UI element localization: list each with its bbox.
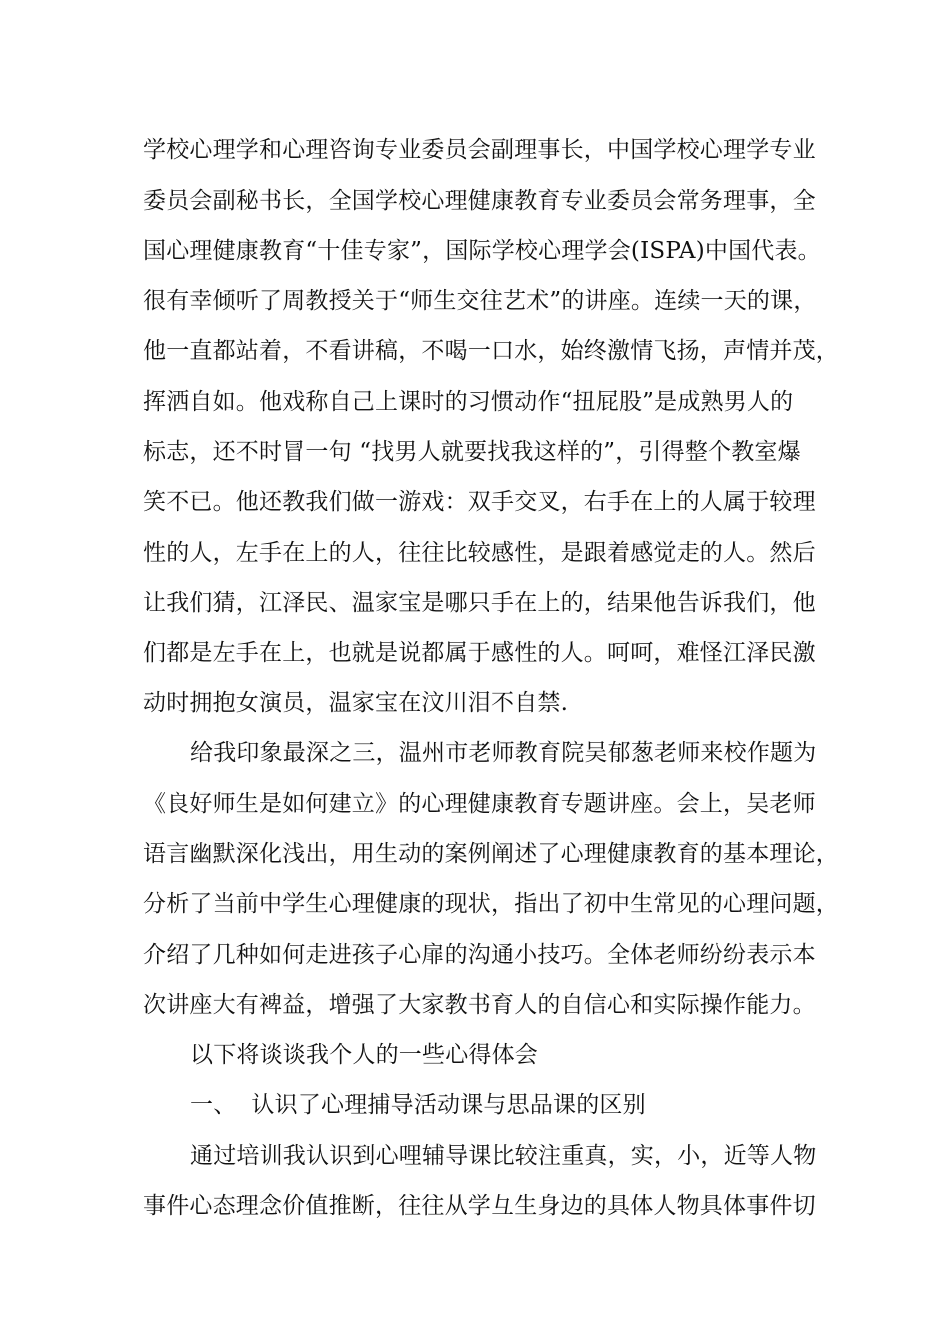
text-line: 挥洒自如。他戏称自己上课时的习惯动作“扭屁股”是成熟男人的 bbox=[143, 389, 794, 415]
text-line: 让我们猜，江泽民、温家宝是哪只手在上的，结果他告诉我们，他 bbox=[143, 590, 816, 616]
text-line: 次讲座大有裨益，增强了大家教书育人的自信心和实际操作能力。 bbox=[143, 992, 816, 1018]
text-line: 语言幽默深化浅出，用生动的案例阐述了心理健康教育的基本理论， bbox=[143, 841, 839, 867]
text-line: 很有幸倾听了周教授关于“师生交往艺术”的讲座。连续一天的课， bbox=[143, 288, 817, 314]
text-line: 他一直都站着，不看讲稿，不喝一口水，始终激情飞扬，声情并茂， bbox=[143, 338, 839, 364]
paragraph-first-line: 给我印象最深之三，温州市老师教育院吴郁葱老师来校作题为 bbox=[190, 740, 817, 766]
text-line: 学校心理学和心理咨询专业委员会副理事长，中国学校心理学专业 bbox=[143, 137, 816, 163]
text-line: 委员会副秘书长，全国学校心理健康教育专业委员会常务理事，全 bbox=[143, 188, 816, 214]
text-line: 笑不已。他还教我们做一游戏：双手交叉，右手在上的人属于较理 bbox=[143, 489, 816, 515]
text-line: 们都是左手在上，也就是说都属于感性的人。呵呵，难怪江泽民激 bbox=[143, 640, 816, 666]
text-line: 标志，还不时冒一句 “找男人就要找我这样的”，引得整个教室爆 bbox=[143, 439, 801, 465]
text-line: 性的人，左手在上的人，往往比较感性，是跟着感觉走的人。然后 bbox=[143, 540, 816, 566]
text-line: 分析了当前中学生心理健康的现状，指出了初中生常见的心理问题， bbox=[143, 891, 839, 917]
text-line: 《良好师生是如何建立》的心理健康教育专题讲座。会上，吴老师 bbox=[143, 791, 816, 817]
text-line: 动时拥抱女演员，温家宝在汶川泪不自禁. bbox=[143, 690, 569, 716]
paragraph-first-line: 以下将谈谈我个人的一些心得体会 bbox=[190, 1042, 538, 1068]
text-line: 事件心态理念价值推断，往往从学彑生身边的具体人物具体事件切 bbox=[143, 1193, 816, 1219]
text-line: 国心理健康教育“十佳专家”，国际学校心理学会(ISPA)中国代表。 bbox=[143, 238, 821, 264]
paragraph-first-line: 通过培训我认识到心哩辅导课比较注重真，实，小，近等人物 bbox=[190, 1143, 817, 1169]
section-heading: 一、 认识了心理捕导活动课与思品课的区别 bbox=[190, 1092, 646, 1118]
text-line: 介绍了几种如何走进孩子心扉的沟通小技巧。全体老师纷纷表示本 bbox=[143, 942, 816, 968]
